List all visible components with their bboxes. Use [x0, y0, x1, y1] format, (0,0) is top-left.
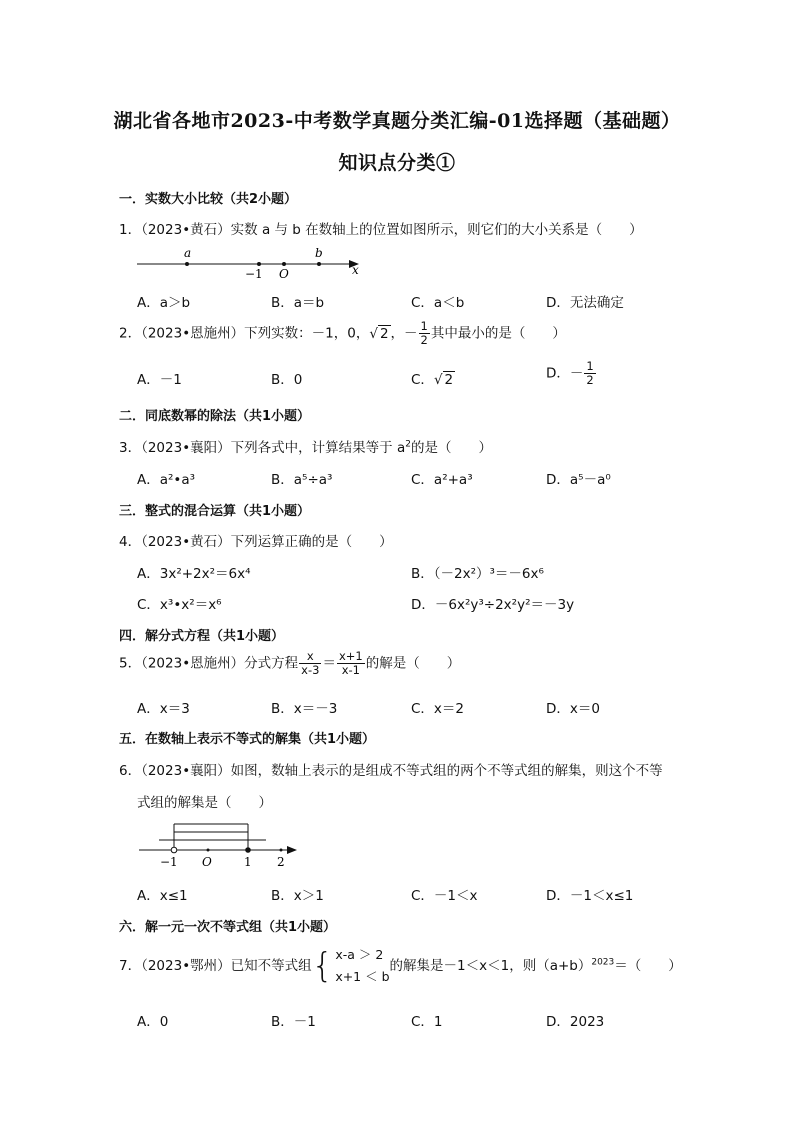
- question-4-stem: 4．（2023•黄石）下列运算正确的是（ ）: [119, 534, 393, 550]
- q2-fraction: $\frac{1}{2}$: [420, 319, 428, 347]
- q2-sqrt: √ 2: [369, 325, 389, 342]
- section-heading-6: 六．解一元一次不等式组（共1小题）: [119, 920, 337, 935]
- section-heading-1: 一．实数大小比较（共2小题）: [119, 192, 298, 207]
- q2-stem-prefix: 2．（2023•恩施州）下列实数：－1，0，: [119, 325, 370, 342]
- q4-option-a: A．3x²+2x²＝6x⁴: [137, 566, 251, 582]
- q1-axis-label-origin: O: [279, 267, 289, 281]
- q7-option-b: B．－1: [271, 1014, 316, 1030]
- q6-axis-label-2: 2: [277, 855, 285, 869]
- q2-option-b: B．0: [271, 372, 303, 388]
- q1-option-b: B．a＝b: [271, 295, 325, 311]
- section-heading-5: 五．在数轴上表示不等式的解集（共1小题）: [119, 732, 376, 747]
- q5-option-a: A．x＝3: [137, 701, 190, 717]
- q4-option-c: C．x³•x²＝x⁶: [137, 597, 222, 613]
- q2-option-a: A．－1: [137, 372, 182, 388]
- q1-axis-label-neg1: −1: [245, 267, 263, 281]
- q6-axis-label-neg1: −1: [160, 855, 178, 869]
- q3-option-c: C．a²+a³: [411, 472, 473, 488]
- q3-option-d: D．a⁵－a⁰: [546, 472, 611, 488]
- q1-option-a: A．a＞b: [137, 295, 191, 311]
- q7-option-a: A．0: [137, 1014, 169, 1030]
- q4-option-d: D．－6x²y³÷2x²y²＝－3y: [411, 597, 575, 613]
- q3-option-b: B．a⁵÷a³: [271, 472, 333, 488]
- q1-option-c: C．a＜b: [411, 295, 465, 311]
- q1-option-d: D．无法确定: [546, 295, 624, 311]
- q7-left-brace: {: [311, 946, 334, 986]
- q5-option-d: D．x＝0: [546, 701, 600, 717]
- q6-option-d: D．－1＜x≤1: [546, 888, 634, 904]
- q5-option-c: C．x＝2: [411, 701, 465, 717]
- q6-axis-label-1: 1: [244, 855, 252, 869]
- q4-option-b: B．（－2x²）³＝－6x⁶: [411, 566, 544, 582]
- q6-option-c: C．－1＜x: [411, 888, 478, 904]
- q2-option-c: C．√ 2: [411, 372, 454, 388]
- section-heading-2: 二．同底数幂的除法（共1小题）: [119, 409, 311, 424]
- question-5-stem: 5．（2023•恩施州）分式方程 $\frac{x}{x-3}$ ＝ $\frac{x+1}{x-1}$ 的解是（ ）: [119, 649, 461, 677]
- q2-option-d: D．－ $\frac{1}{2}$: [546, 359, 594, 387]
- question-7-stem: 7．（2023•鄂州）已知不等式组{ x-a ＞ 2 x+1 ＜ b 的解集是－1＜x＜1，则$(a+b)^{2023}=$（ ）: [119, 946, 682, 986]
- section-heading-4: 四．解分式方程（共1小题）: [119, 629, 285, 644]
- q7-inequality-system: x-a ＞ 2 x+1 ＜ b: [335, 947, 390, 984]
- q2-stem-suffix: 其中最小的是（ ）: [430, 325, 566, 342]
- q1-axis-label-a: a: [184, 246, 192, 260]
- question-6-stem-line2: 式组的解集是（ ）: [137, 795, 272, 811]
- q5-option-b: B．x＝－3: [271, 701, 338, 717]
- q3-option-a: A．a²•a³: [137, 472, 196, 488]
- question-2-stem: [119, 320, 566, 347]
- question-6-number-line: [135, 818, 305, 870]
- q6-option-a: A．x≤1: [137, 888, 188, 904]
- q7-option-d: D．2023: [546, 1014, 605, 1030]
- q1-axis-label-b: b: [315, 246, 323, 260]
- q6-axis-label-origin: O: [202, 855, 212, 869]
- question-1-number-line: [135, 245, 375, 281]
- q7-option-c: C．1: [411, 1014, 443, 1030]
- question-1-stem: 1．（2023•黄石）实数 a 与 b 在数轴上的位置如图所示，则它们的大小关系是（ ）: [119, 222, 643, 238]
- q6-option-b: B．x＞1: [271, 888, 324, 904]
- document-subtitle: 知识点分类①: [338, 152, 456, 174]
- q1-axis-label-x: x: [352, 263, 359, 277]
- question-3-stem: 3．（2023•襄阳）下列各式中，计算结果等于 $a^2$的是（ ）: [119, 439, 492, 456]
- question-6-stem-line1: 6．（2023•襄阳）如图，数轴上表示的是组成不等式组的两个不等式组的解集，则这个不等: [119, 763, 663, 779]
- document-title: 湖北省各地市2023-中考数学真题分类汇编-01选择题（基础题）: [113, 110, 681, 132]
- section-heading-3: 三．整式的混合运算（共1小题）: [119, 504, 311, 519]
- q2-stem-sep: ，－: [390, 325, 418, 342]
